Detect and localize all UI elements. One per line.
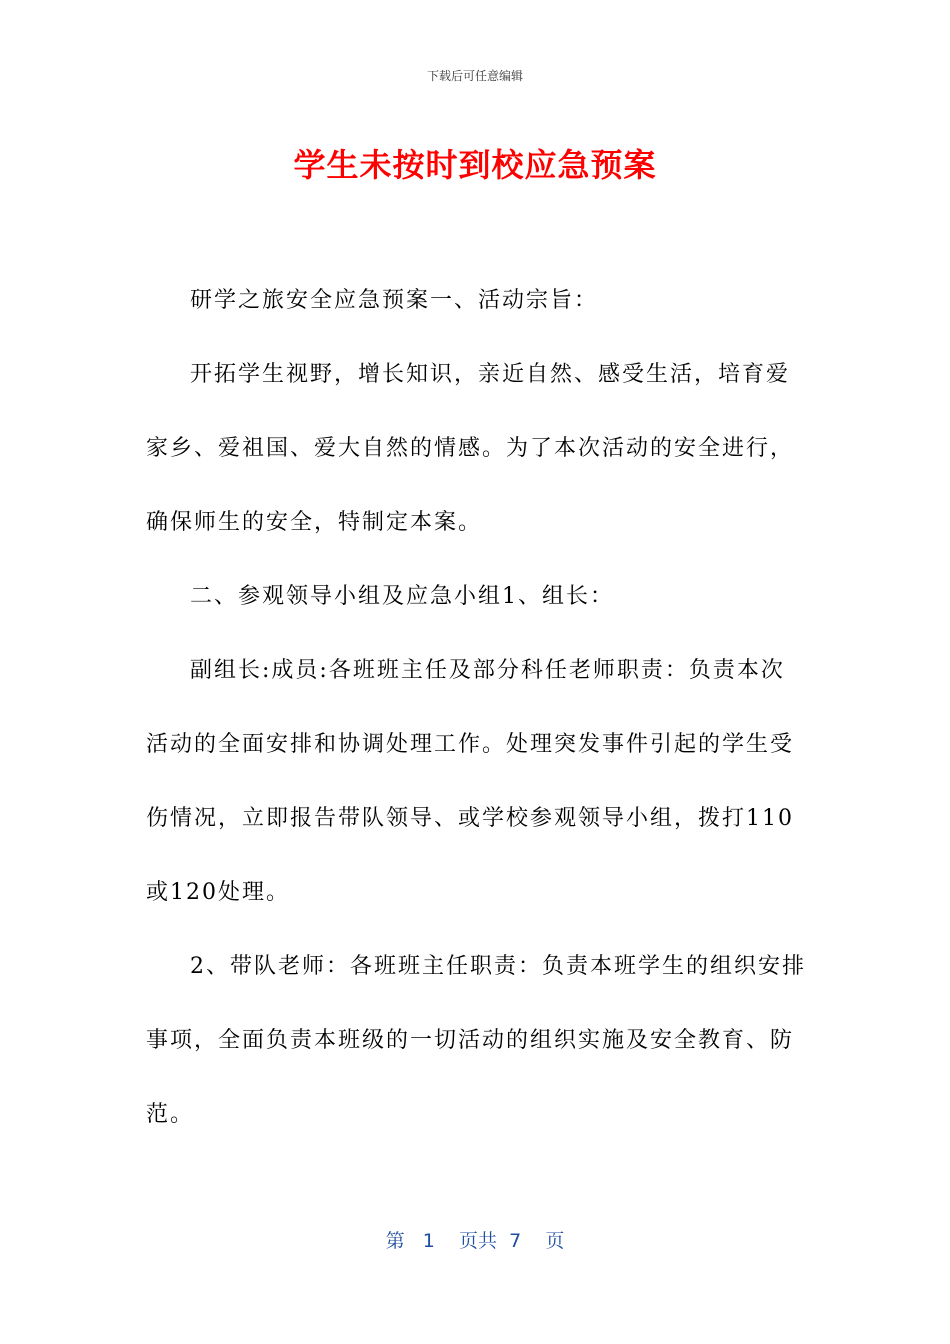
total-pages-number: 7 [509,1230,522,1252]
paragraph: 二、参观领导小组及应急小组1、组长： [190,584,614,609]
page-label-prefix: 第 [385,1230,405,1252]
header-note: 下载后可任意编辑 [426,69,523,83]
page-label-suffix: 页 [545,1230,565,1252]
paragraph: 研学之旅安全应急预案一、活动宗旨： [190,288,599,313]
document-title: 学生未按时到校应急预案 [293,146,657,184]
page-footer [0,1226,950,1253]
current-page-number: 1 [422,1230,435,1252]
paragraph: 2、带队老师：各班班主任职责：负责本班学生的组织安排事项，全面负责本班级的一切活动的组织实施及安全教育、防范。 [146,954,806,1127]
paragraph: 开拓学生视野，增长知识，亲近自然、感受生活，培育爱家乡、爱祖国、爱大自然的情感。为了本次活动的安全进行，确保师生的安全，特制定本案。 [146,362,795,535]
document-body [146,264,806,1152]
paragraph: 副组长:成员:各班班主任及部分科任老师职责：负责本次活动的全面安排和协调处理工作。处理突发事件引起的学生受伤情况，立即报告带队领导、或学校参观领导小组，拨打110或120处理。 [146,658,795,905]
page-label-middle: 页共 [459,1230,498,1252]
